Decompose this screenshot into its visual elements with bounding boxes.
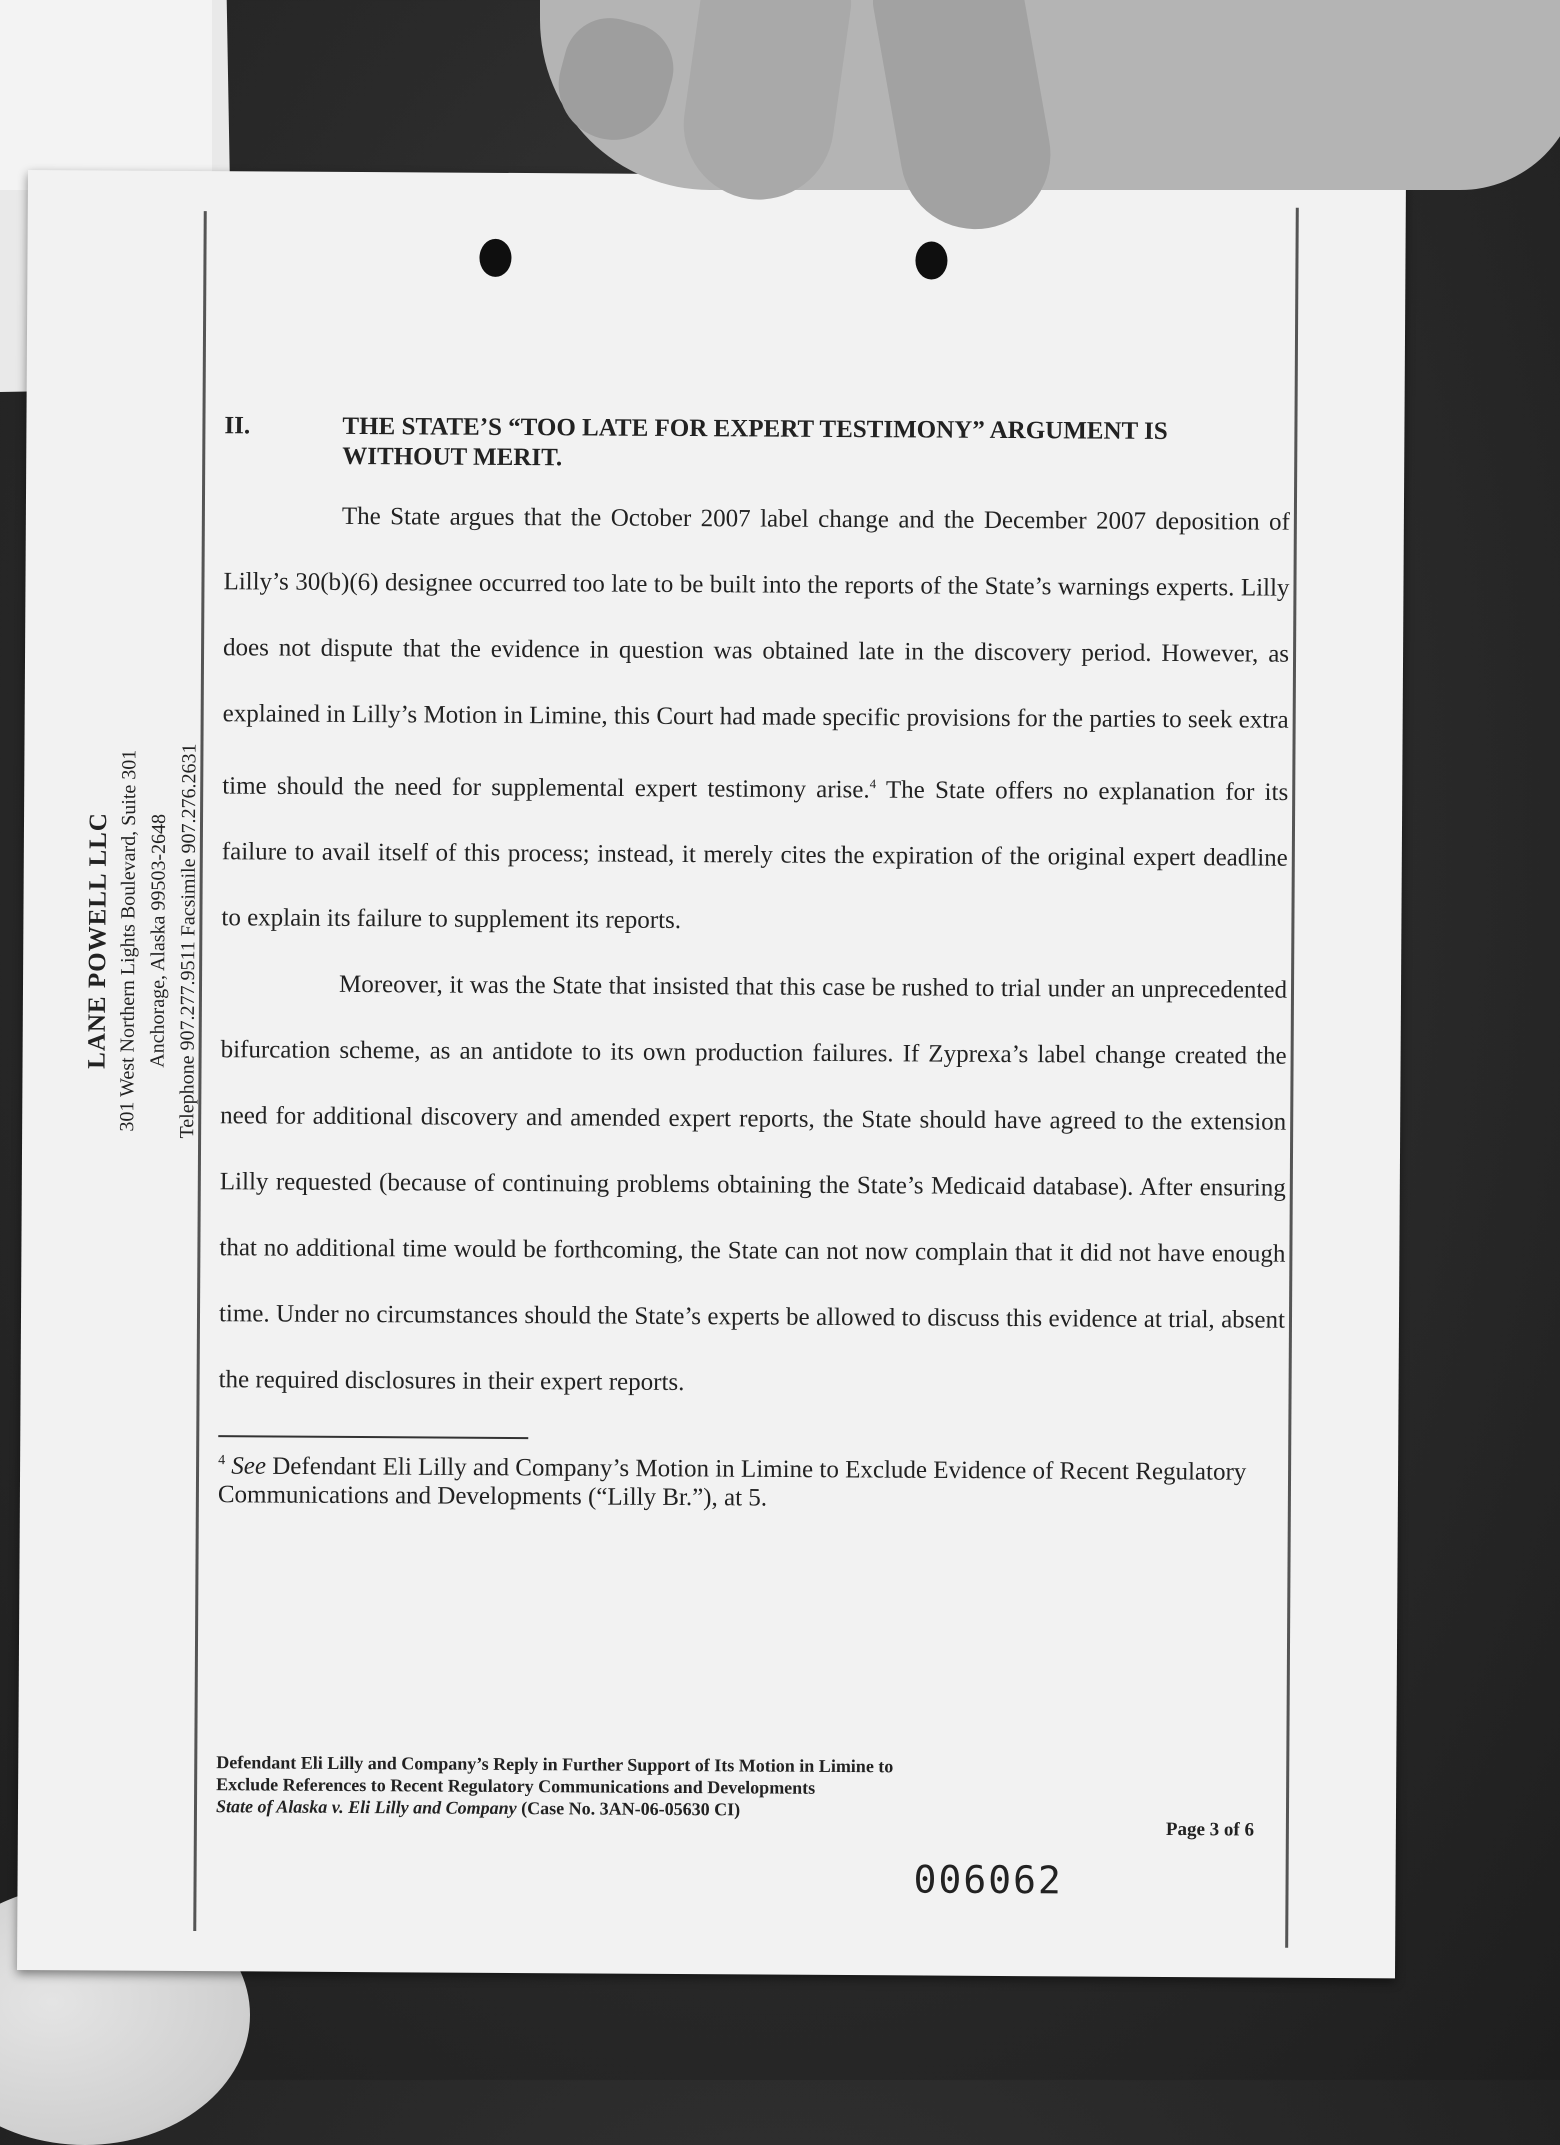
background-sheet-top bbox=[0, 0, 212, 190]
section-title: THE STATE’S “TOO LATE FOR EXPERT TESTIMONY” ARGUMENT IS WITHOUT MERIT. bbox=[342, 412, 1168, 472]
footer-line-1: Defendant Eli Lilly and Company’s Reply in Further Support of Its Motion in Limine to bbox=[216, 1752, 894, 1777]
footnote-text: Defendant Eli Lilly and Company’s Motion in Limine to Exclude Evidence of Recent Regulatory Communications and Developments (“Lilly Br.”), at 5. bbox=[217, 1453, 1247, 1512]
footer-line-2: Exclude References to Recent Regulatory Communications and Developments bbox=[216, 1774, 816, 1798]
case-caption: State of Alaska v. Eli Lilly and Company bbox=[215, 1796, 517, 1819]
footnote-see: See bbox=[231, 1452, 267, 1481]
firm-phones: Telephone 907.277.9511 Facsimile 907.276.2631 bbox=[176, 743, 201, 1139]
bates-number: 006062 bbox=[913, 1857, 1063, 1903]
page-content bbox=[218, 411, 1291, 1515]
firm-address-2: Anchorage, Alaska 99503-2648 bbox=[146, 813, 171, 1068]
document-footer bbox=[216, 1751, 1116, 1822]
footnote-divider bbox=[218, 1436, 528, 1440]
case-number: (Case No. 3AN-06-05630 CI) bbox=[516, 1798, 741, 1820]
footnote-reference: 4 bbox=[869, 776, 877, 792]
punch-hole-right bbox=[915, 241, 947, 279]
document-page bbox=[17, 170, 1406, 1978]
punch-hole-left bbox=[479, 239, 511, 277]
footnote-number: 4 bbox=[218, 1453, 226, 1469]
body-paragraph-1 bbox=[221, 483, 1290, 958]
firm-name: LANE POWELL LLC bbox=[83, 812, 113, 1069]
paragraph-1-text-b: The State offers no explanation for its failure to avail itself of this process; instead, it merely cites the expiration of the original expert deadline to explain its failure to supplement its reports. bbox=[221, 776, 1289, 935]
section-heading bbox=[224, 411, 1290, 482]
paragraph-1-text-a: The State argues that the October 2007 label change and the December 2007 deposition of Lilly’s 30(b)(6) designee occurred too late to be built into the reports of the State’s warnings experts. Lilly does not dispute that the evidence in question was obtained late in the discovery period. However, as explained in Lilly’s Motion in Limine, this Court had made specific provisions for the parties to seek extra time should the need for supplemental expert testimony arise. bbox=[222, 502, 1290, 804]
firm-address-1: 301 West Northern Lights Boulevard, Suite 301 bbox=[116, 749, 141, 1132]
page-number: Page 3 of 6 bbox=[1165, 1818, 1255, 1841]
section-number: II. bbox=[224, 412, 251, 440]
body-paragraph-2: Moreover, it was the State that insisted that this case be rushed to trial under an unprecedented bifurcation scheme, as an antidote to its own production failures. If Zyprexa’s label change created the need for additional discovery and amended expert reports, the State should have agreed to the extension Lilly requested (because of continuing problems obtaining the State’s Medicaid database). After ensuring that no additional time would be forthcoming, the State can not now complain that it did not have enough time. Under no circumstances should the State’s experts be allowed to discuss this evidence at trial, absent the required disclosures in their expert reports. bbox=[218, 971, 1288, 1397]
footer-case-line bbox=[216, 1795, 1116, 1822]
footnote bbox=[218, 1448, 1284, 1516]
